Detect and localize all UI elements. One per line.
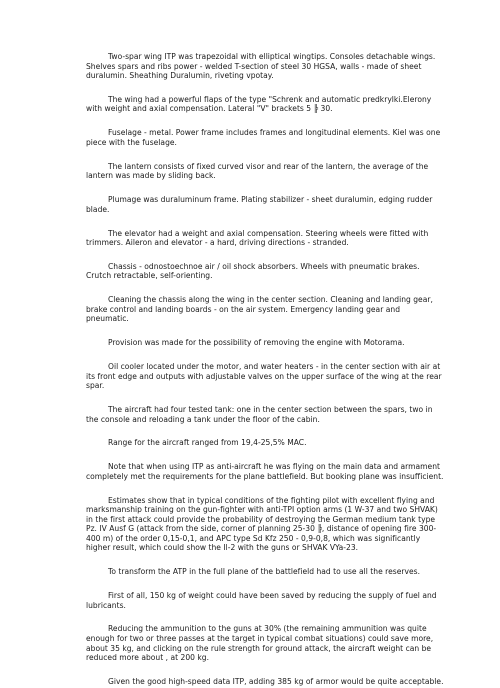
- paragraph-fuel-tanks: The aircraft had four tested tank: one in the center section between the spars, two in the console and reloading a tank under the floor of the cabin.: [86, 405, 433, 424]
- paragraph-plumage: Plumage was duraluminum frame. Plating stabilizer - sheet duralumin, edging rudder blade.: [86, 195, 433, 214]
- paragraph-wing-structure: Two-spar wing ITP was trapezoidal with elliptical wingtips. Consoles detachable wings. Shelves spars and ribs power - welded T-section of steel 30 HGSA, walls - made of sheet duralumin. Sheathing Duralumin, riveting vpotay.: [86, 52, 436, 81]
- paragraph-estimates: Estimates show that in typical conditions of the fighting pilot with excellent flying and marksmanship training on the gun-fighter with anti-TPI option arms (1 W-37 and two SHVAK) in the first attack could provide the probability of destroying the German medium tank type Pz. IV Ausf G (attack from the side, corner of planning 25-30 ╠, distance of opening fire 300-400 m) of the order 0,15-0,1, and APC type Sd Kfz 250 - 0,9-0,8, which was significantly higher result, which could show the Il-2 with the guns or SHVAK VYa-23.: [86, 495, 438, 553]
- paragraph-weight-saving: First of all, 150 kg of weight could have been saved by reducing the supply of fuel and lubricants.: [86, 591, 437, 610]
- paragraph-armor: Given the good high-speed data ITP, adding 385 kg of armor would be quite acceptable.: [108, 676, 444, 686]
- paragraph-transform: To transform the ATP in the full plane of the battlefield had to use all the reserves.: [108, 567, 421, 577]
- paragraph-anti-aircraft-note: Note that when using ITP as anti-aircraft he was flying on the main data and armament completely met the requirements for the plane battlefield. But booking plane was insufficient.: [86, 462, 444, 481]
- paragraph-engine-removal: Provision was made for the possibility of removing the engine with Motorama.: [108, 338, 405, 348]
- paragraph-ammunition: Reducing the ammunition to the guns at 30% (the remaining ammunition was quite enough for two or three passes at the target in typical combat situations) could save more, about 35 kg, and clicking on the rule strength for ground attack, the aircraft weight can be reduced more about , at 200 kg.: [86, 624, 434, 663]
- paragraph-oil-cooler: Oil cooler located under the motor, and water heaters - in the center section with air at its front edge and outputs with adjustable valves on the upper surface of the wing at the rear spar.: [86, 362, 442, 391]
- paragraph-range: Range for the aircraft ranged from 19,4-25,5% MAC.: [108, 438, 307, 448]
- paragraph-chassis: Chassis - odnostoechnoe air / oil shock absorbers. Wheels with pneumatic brakes. Crutch retractable, self-orienting.: [86, 261, 420, 281]
- paragraph-elevator: The elevator had a weight and axial compensation. Steering wheels were fitted with trimmers. Aileron and elevator - a hard, driving directions - stranded.: [86, 228, 429, 248]
- paragraph-chassis-cleaning: Cleaning the chassis along the wing in the center section. Cleaning and landing gear, brake control and landing boards - on the air system. Emergency landing gear and pneumatic.: [86, 295, 433, 324]
- paragraph-lantern: The lantern consists of fixed curved visor and rear of the lantern, the average of the lantern was made by sliding back.: [86, 161, 429, 181]
- paragraph-wing-flaps: The wing had a powerful flaps of the type "Schrenk and automatic predkrylki.Elerony with weight and axial compensation. Lateral "V" brackets 5 ╠ 30.: [86, 94, 432, 114]
- paragraph-fuselage: Fuselage - metal. Power frame includes frames and longitudinal elements. Kiel was one piece with the fuselage.: [86, 128, 441, 147]
